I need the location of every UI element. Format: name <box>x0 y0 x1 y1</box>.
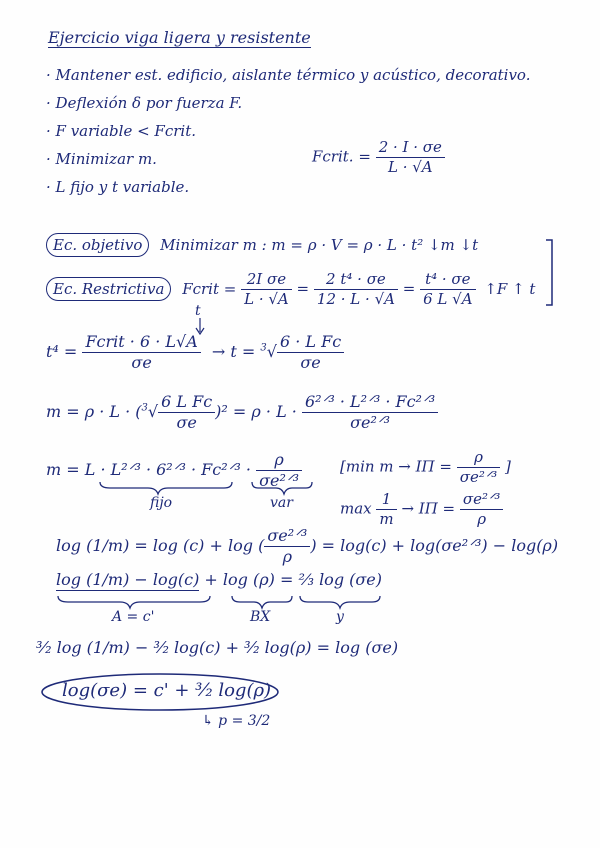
m1-root-index: 3 <box>141 402 148 414</box>
t4-num: Fcrit · 6 · L√A <box>82 334 200 353</box>
fcrit-num: 2 · I · σe <box>376 140 445 158</box>
m-line-2 <box>46 452 302 489</box>
min-bracket-den: σe²ᐟ³ <box>459 468 498 486</box>
max-text: max <box>340 499 372 518</box>
underbrace-a <box>58 596 210 608</box>
max-r-fraction <box>460 492 504 527</box>
restriction-eq-1: = <box>296 279 310 298</box>
fcrit-fraction <box>376 140 445 175</box>
log1-num: σe²ᐟ³ <box>264 528 310 547</box>
t4-root-fraction <box>277 334 344 371</box>
max-line <box>340 492 503 527</box>
t4-root-den: σe <box>300 353 321 372</box>
fcrit-formula <box>312 140 445 175</box>
log2-part-a: log (1/m) − log(c) <box>56 570 200 589</box>
t4-root-num: 6 · L Fc <box>277 334 344 353</box>
m2-text: m = L · L²ᐟ³ · 6²ᐟ³ · Fc²ᐟ³ · <box>46 460 251 479</box>
max-r-den: ρ <box>477 510 487 528</box>
bullet-1: · Mantener est. edificio, aislante térmico y acústico, decorativo. <box>46 66 531 84</box>
restriction-lhs: Fcrit = <box>182 279 237 298</box>
underbrace-bx <box>232 596 292 608</box>
log-line-3: ³⁄₂ log (1/m) − ³⁄₂ log(c) + ³⁄₂ log(ρ) = log (σe) <box>36 638 399 657</box>
underbrace-y <box>300 596 380 608</box>
restriction-tag: Ec. Restrictiva <box>46 277 171 301</box>
m1-fraction <box>302 394 438 431</box>
log1-text: log (1/m) = log (c) + log ( <box>56 536 265 555</box>
t4-den: σe <box>131 353 152 372</box>
label-a: A = c' <box>112 609 155 625</box>
log1-fraction <box>264 528 310 565</box>
log1-den: ρ <box>282 547 293 566</box>
min-bracket <box>340 450 511 485</box>
m1-lhs: m = ρ · L · ( <box>46 402 142 421</box>
final-note: ↳ p = 3/2 <box>202 713 271 729</box>
restriction-eq-2: = <box>402 279 416 298</box>
restriction-f1-num: 2I σe <box>241 272 292 290</box>
objective-text: Minimizar m : m = ρ · V = ρ · L · t² ↓m ↓t <box>160 236 479 254</box>
m1-rhs: )² = ρ · L · <box>215 402 297 421</box>
max-num: 1 <box>376 492 396 510</box>
min-bracket-fraction <box>457 450 501 485</box>
log1-rhs: ) = log(c) + log(σe²ᐟ³) − log(ρ) <box>310 536 559 555</box>
restriction-tail: ↑F ↑ t <box>484 279 536 298</box>
max-den: m <box>379 510 394 528</box>
fcrit-den: L · √A <box>387 158 433 176</box>
objective-line <box>46 238 478 253</box>
restriction-frac-1 <box>241 272 292 307</box>
label-y: y <box>336 609 344 625</box>
restriction-arrow-label: t <box>195 303 201 319</box>
max-r-num: σe²ᐟ³ <box>460 492 504 510</box>
m2-num: ρ <box>256 452 302 471</box>
min-bracket-text: [min m → IΠ = <box>340 457 452 476</box>
m2-fraction <box>256 452 302 489</box>
min-bracket-close: ] <box>505 457 511 476</box>
t4-arrow: → t = <box>211 342 256 361</box>
label-var: var <box>270 495 293 511</box>
m2-den: σe²ᐟ³ <box>259 471 300 490</box>
restriction-f3-den: 6 L √A <box>423 290 473 308</box>
restriction-frac-2 <box>314 272 398 307</box>
t4-root-index: 3 <box>260 342 267 354</box>
m1-root-den: σe <box>176 413 197 432</box>
m1-num: 6²ᐟ³ · L²ᐟ³ · Fc²ᐟ³ <box>302 394 438 413</box>
page-title: Ejercicio viga ligera y resistente <box>48 28 311 47</box>
t4-lhs: t⁴ = <box>46 342 78 361</box>
log-line-1 <box>56 528 558 565</box>
t4-line: t⁴ = $\frac{\text{Fcrit · 6 · L√A}}{\sigma e}$ → t = $^3$√ $\frac{\text{6 · L Fc}}{\sigma e}$ <box>46 334 344 371</box>
label-fijo: fijo <box>150 495 173 511</box>
restriction-f1-den: L · √A <box>244 290 289 308</box>
bullet-2: · Deflexión δ por fuerza F. <box>46 94 243 112</box>
max-arrow: → IΠ = <box>401 499 456 518</box>
log2-part-b: + log (ρ) = <box>204 570 294 589</box>
objective-tag: Ec. objetivo <box>46 233 149 257</box>
restriction-frac-3 <box>420 272 475 307</box>
log2-part-c: ⅔ log (σe) <box>298 570 383 589</box>
restriction-f2-num: 2 t⁴ · σe <box>314 272 398 290</box>
m1-den: σe²ᐟ³ <box>350 413 391 432</box>
bullet-3: · F variable < Fcrit. <box>46 122 196 140</box>
fcrit-lhs: Fcrit. = <box>312 147 371 166</box>
bullet-5: · L fijo y t variable. <box>46 178 190 196</box>
restriction-line <box>46 272 535 307</box>
restriction-f2-den: 12 · L · √A <box>316 290 395 308</box>
t4-fraction <box>82 334 200 371</box>
m1-root-fraction <box>158 394 215 431</box>
right-bracket-mark <box>546 240 552 305</box>
restriction-f3-num: t⁴ · σe <box>420 272 475 290</box>
bullet-4: · Minimizar m. <box>46 150 157 168</box>
min-bracket-num: ρ <box>457 450 501 468</box>
m-line-1: m = ρ · L · ($^3$√ $\frac{\text{6 L Fc}}{\sigma e}$ )² = ρ · L · $\frac{\text{6²ᐟ³ · L²ᐟ³ · Fc²ᐟ³}}{\text{σe²ᐟ³}}$ <box>46 394 438 431</box>
final-equation: log(σe) = c' + ³⁄₂ log(ρ) <box>62 680 272 701</box>
m1-root-num: 6 L Fc <box>158 394 215 413</box>
log-line-2 <box>56 572 382 588</box>
max-fraction <box>376 492 396 527</box>
label-bx: BX <box>250 609 271 625</box>
